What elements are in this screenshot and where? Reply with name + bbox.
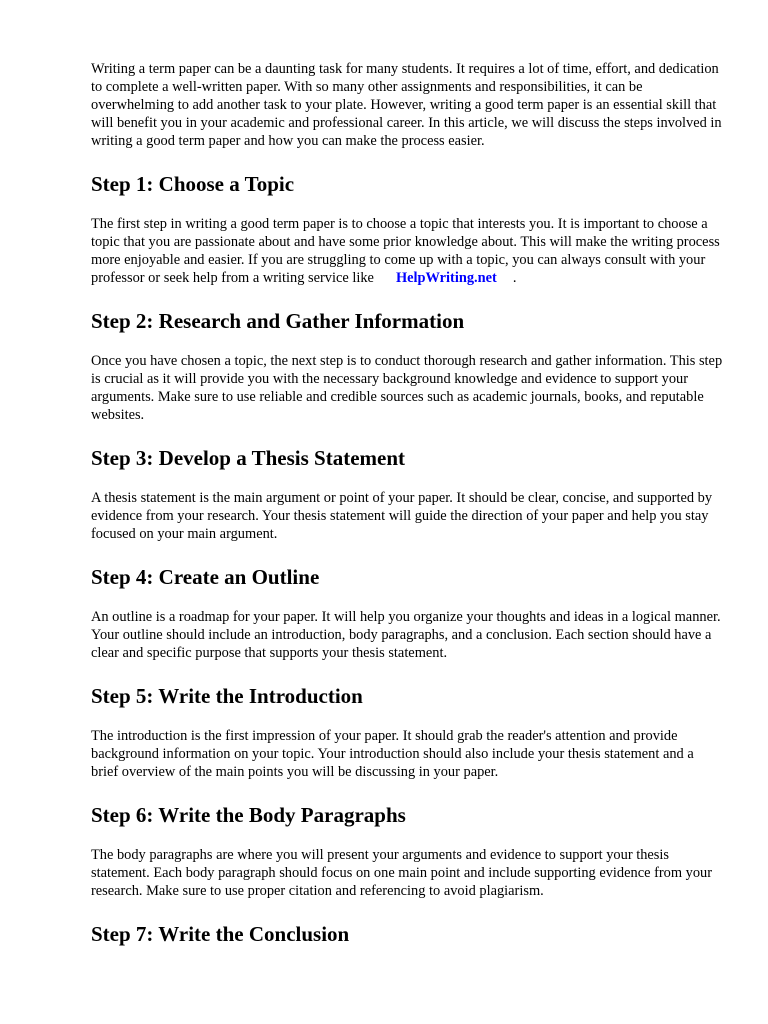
step-6-paragraph: The body paragraphs are where you will present your arguments and evidence to support your thesis statement. Each body paragraph should focus on one main point and include supporting evidence from your research. Make sure to use proper citation and referencing to avoid plagiarism. bbox=[91, 847, 713, 899]
intro-paragraph: Writing a term paper can be a daunting task for many students. It requires a lot of time, effort, and dedication to complete a well-written paper. With so many other assignments and responsibilities, it can be overwhelming to add another task to your plate. However, writing a good term paper is an essential skill that will benefit you in your academic and professional career. In this article, we will discuss the steps involved in writing a good term paper and how you can make the process easier. bbox=[91, 61, 722, 149]
step-2-heading: Step 2: Research and Gather Information bbox=[91, 309, 465, 333]
step-1-text: The first step in writing a good term paper is to choose a topic that interests you. It is important to choose a topic that you are passionate about and have some prior knowledge about. This will make the writing process more enjoyable and easier. If you are struggling to come up with a topic, you can always consult with your professor or seek help from a writing service like bbox=[91, 216, 720, 286]
step-6-heading: Step 6: Write the Body Paragraphs bbox=[91, 803, 406, 827]
step-2-paragraph: Once you have chosen a topic, the next step is to conduct thorough research and gather information. This step is crucial as it will provide you with the necessary background knowledge and evidence to support your arguments. Make sure to use reliable and credible sources such as academic journals, books, and reputable websites. bbox=[91, 353, 723, 423]
step-1-heading: Step 1: Choose a Topic bbox=[91, 172, 295, 196]
step-1-section bbox=[91, 171, 723, 287]
step-3-paragraph: A thesis statement is the main argument or point of your paper. It should be clear, concise, and supported by evidence from your research. Your thesis statement will guide the direction of your paper and help you stay focused on your main argument. bbox=[91, 490, 713, 542]
step-5-heading: Step 5: Write the Introduction bbox=[91, 684, 363, 708]
step-5-section bbox=[91, 683, 723, 781]
step-7-heading: Step 7: Write the Conclusion bbox=[91, 922, 350, 946]
helpwriting-link[interactable]: HelpWriting.net bbox=[395, 270, 497, 286]
step-6-section bbox=[91, 802, 723, 900]
step-7-section bbox=[91, 921, 723, 947]
step-4-section bbox=[91, 564, 723, 662]
step-4-heading: Step 4: Create an Outline bbox=[91, 565, 320, 589]
step-1-period: . bbox=[512, 270, 517, 286]
step-3-heading: Step 3: Develop a Thesis Statement bbox=[91, 446, 406, 470]
step-5-paragraph: The introduction is the first impression of your paper. It should grab the reader's attention and provide background information on your topic. Your introduction should also include your thesis statement and a brief overview of the main points you will be discussing in your paper. bbox=[91, 728, 694, 780]
step-4-paragraph: An outline is a roadmap for your paper. It will help you organize your thoughts and ideas in a logical manner. Your outline should include an introduction, body paragraphs, and a conclusion. Each section should have a clear and specific purpose that supports your thesis statement. bbox=[91, 609, 721, 661]
step-2-section bbox=[91, 308, 723, 424]
step-1-paragraph bbox=[91, 215, 723, 287]
step-3-section bbox=[91, 445, 723, 543]
document-page bbox=[91, 60, 723, 968]
